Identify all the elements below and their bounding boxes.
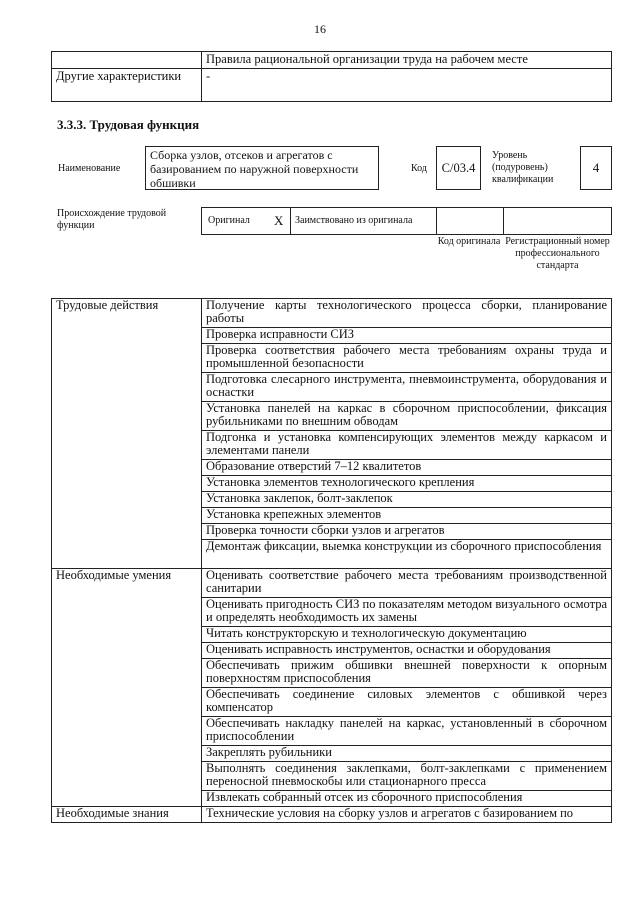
code-label: Код bbox=[411, 163, 427, 174]
table-row: Установка заклепок, болт-заклепок bbox=[202, 492, 612, 508]
table-row: Проверка точности сборки узлов и агрегатов bbox=[202, 524, 612, 540]
category-labor-actions: Трудовые действия bbox=[52, 299, 202, 569]
table-row: Установка крепежных элементов bbox=[202, 508, 612, 524]
level-value: 4 bbox=[580, 146, 612, 190]
other-characteristics-label: Другие характеристики bbox=[52, 69, 202, 102]
top-table-cell-empty bbox=[52, 52, 202, 69]
other-characteristics-value: - bbox=[202, 69, 612, 102]
table-row: Проверка соответствия рабочего места требованиям охраны труда и промышленной безопасности bbox=[202, 344, 612, 373]
table-row: Читать конструкторскую и технологическую документацию bbox=[202, 627, 612, 643]
table-row: Подгонка и установка компенсирующих элементов между каркасом и элементами панели bbox=[202, 431, 612, 460]
table-row: Установка панелей на каркас в сборочном приспособлении, фиксация рубильниками по внешним обводам bbox=[202, 402, 612, 431]
top-table-cell: Правила рациональной организации труда на рабочем месте bbox=[202, 52, 612, 69]
table-row: Выполнять соединения заклепками, болт-заклепками с применением переносной пневмоскобы или стационарного пресса bbox=[202, 762, 612, 791]
original-mark: X bbox=[274, 213, 284, 228]
category-required-skills: Необходимые умения bbox=[52, 569, 202, 807]
table-row: Подготовка слесарного инструмента, пневмоинструмента, оборудования и оснастки bbox=[202, 373, 612, 402]
code-original-caption: Код оригинала bbox=[437, 236, 501, 247]
table-row: Установка элементов технологического крепления bbox=[202, 476, 612, 492]
top-table bbox=[51, 51, 612, 102]
table-row: Демонтаж фиксации, выемка конструкции из сборочного приспособления bbox=[202, 540, 612, 569]
original-label: Оригинал bbox=[208, 215, 250, 226]
code-value: С/03.4 bbox=[436, 146, 481, 190]
table-row: Оценивать исправность инструментов, оснастки и оборудования bbox=[202, 643, 612, 659]
table-row: Обеспечивать соединение силовых элементов с обшивкой через компенсатор bbox=[202, 688, 612, 717]
reg-number-caption: Регистрационный номер профессионального стандарта bbox=[505, 236, 610, 271]
table-row: Оценивать соответствие рабочего места требованиям производственной санитарии bbox=[202, 569, 612, 598]
borrowed-label: Заимствовано из оригинала bbox=[295, 215, 413, 226]
table-row: Получение карты технологического процесса сборки, планирование работы bbox=[202, 299, 612, 328]
table-row: Обеспечивать накладку панелей на каркас, установленный в сборочном приспособлении bbox=[202, 717, 612, 746]
main-table bbox=[51, 298, 612, 823]
origin-box bbox=[201, 207, 612, 235]
naming-label: Наименование bbox=[58, 163, 121, 174]
table-row: Извлекать собранный отсек из сборочного приспособления bbox=[202, 791, 612, 807]
level-label: Уровень (подуровень) квалификации bbox=[492, 150, 554, 185]
table-row: Проверка исправности СИЗ bbox=[202, 328, 612, 344]
page-number: 16 bbox=[314, 22, 326, 36]
table-row: Образование отверстий 7–12 квалитетов bbox=[202, 460, 612, 476]
table-row: Закреплять рубильники bbox=[202, 746, 612, 762]
table-row: Обеспечивать прижим обшивки внешней поверхности к опорным поверхностям приспособления bbox=[202, 659, 612, 688]
table-row: Оценивать пригодность СИЗ по показателям методом визуального осмотра и определять необходимость их замены bbox=[202, 598, 612, 627]
origin-label: Происхождение трудовой функции bbox=[57, 208, 167, 231]
category-required-knowledge: Необходимые знания bbox=[52, 807, 202, 823]
section-heading: 3.3.3. Трудовая функция bbox=[57, 117, 200, 132]
naming-value: Сборка узлов, отсеков и агрегатов с базированием по наружной поверхности обшивки bbox=[145, 146, 379, 190]
table-row: Технические условия на сборку узлов и агрегатов с базированием по bbox=[202, 807, 612, 823]
